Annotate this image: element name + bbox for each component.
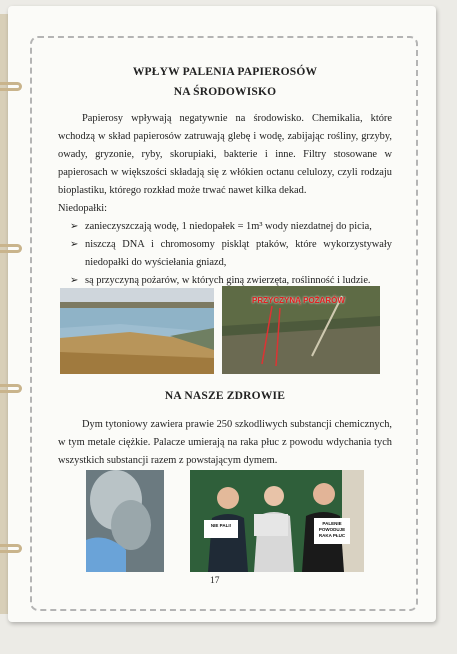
students-photo (190, 470, 364, 572)
sign-card-middle (254, 514, 288, 536)
section-health (58, 386, 392, 470)
section-title-line2: NA ŚRODOWISKO (173, 86, 277, 98)
smoke-photo (86, 470, 164, 572)
list-label: Niedopałki: (58, 203, 108, 214)
lake-photo (60, 288, 214, 374)
bullet-arrow-icon: ➢ (70, 239, 79, 250)
sign-card-right: PALENIE POWODUJE RAKA PŁUC (314, 518, 350, 544)
environment-paragraph: Papierosy wpływają negatywnie na środowisko. Chemikalia, które wchodzą w skład papierosów zatruwają glebę i wodę, zabijając rośliny, grzyby, owady, gryzonie, ryby, skorupiaki, bakterie i inne. Filtry stosowane w papierosach w większości składają się z włókien octanu celulozy, czyli rodzaju bioplastiku, którego rozkład może trwać nawet kilka dekad. (58, 113, 392, 196)
list-item: ➢ niszczą DNA i chromosomy piskląt ptaków, które wykorzystywały niedopałki do wyściełania gniazd, (70, 236, 392, 272)
section-title-line1: WPŁYW PALENIA PAPIEROSÓW (132, 66, 318, 78)
sign-card-left: NIE PALI! (204, 520, 238, 538)
binder-ring (0, 544, 22, 553)
binder-ring (0, 244, 22, 253)
binder-ring (0, 82, 22, 91)
page-number: 17 (210, 576, 220, 586)
bullet-arrow-icon: ➢ (70, 275, 79, 286)
litter-photo (222, 286, 380, 374)
binder-ring (0, 384, 22, 393)
bullet-arrow-icon: ➢ (70, 221, 79, 232)
list-item: ➢ są przyczyną pożarów, w których giną zwierzęta, roślinność i ludzie. (70, 272, 392, 290)
photo-caption: PRZYCZYNĄ POŻARÓW (252, 296, 345, 305)
section-environment (58, 62, 392, 290)
list-item: ➢ zanieczyszczają wodę, 1 niedopałek = 1m³ wody niezdatnej do picia, (70, 218, 392, 236)
bullet-list (58, 218, 392, 290)
health-paragraph: Dym tytoniowy zawiera prawie 250 szkodliwych substancji chemicznych, w tym metale ciężkie. Palacze umierają na raka płuc z powodu wdychania tych wszystkich substancji razem z powstającym dymem. (58, 419, 392, 466)
section-title: NA NASZE ZDROWIE (164, 390, 286, 402)
